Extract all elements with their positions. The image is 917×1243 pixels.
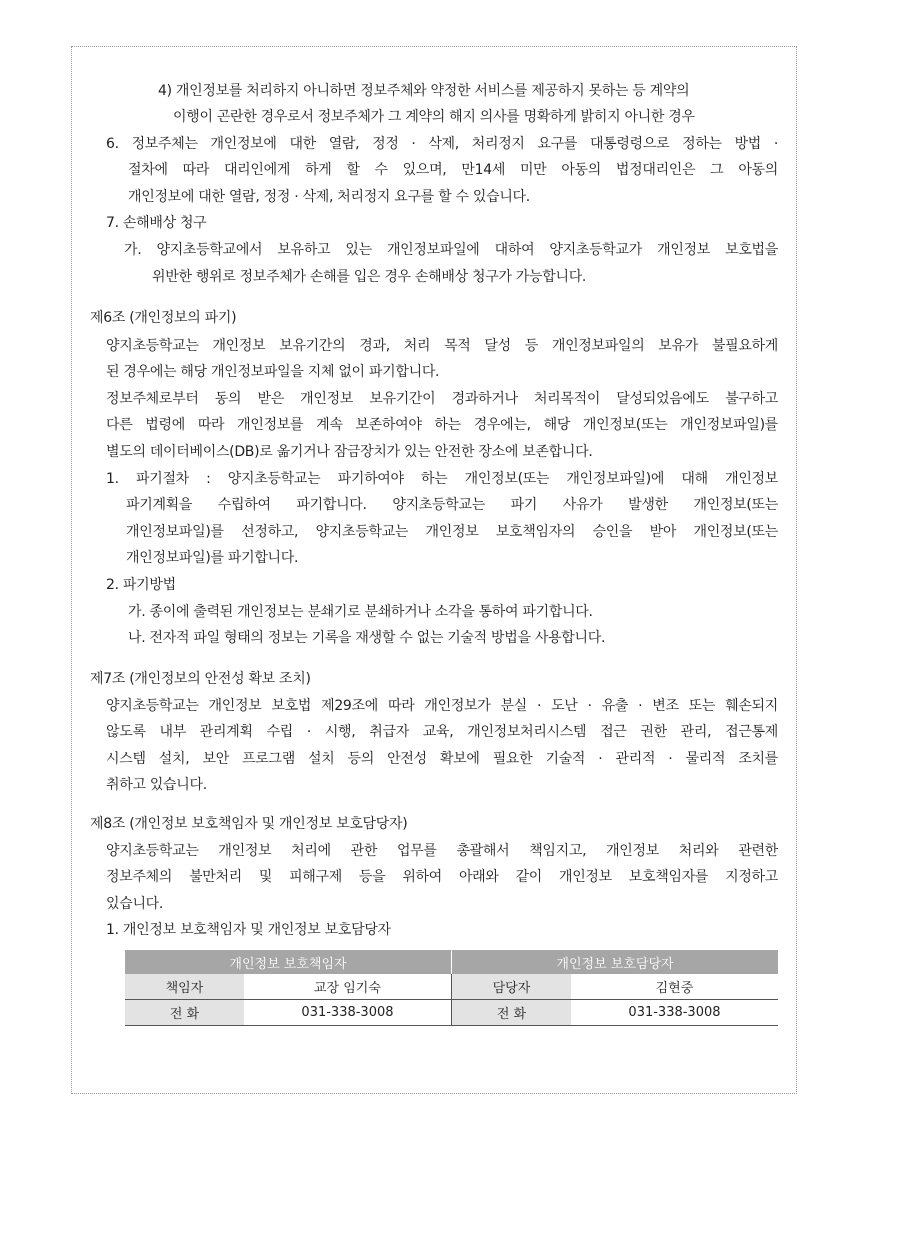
- paragraph: 양지초등학교는 개인정보 처리에 관한 업무를 총괄해서 책임지고, 개인정보 처리와 관련한: [106, 843, 778, 859]
- paragraph: 별도의 데이터베이스(DB)로 옮기거나 잠금장치가 있는 안전한 장소에 보존합니다.: [106, 444, 593, 460]
- table-cell-label: 책임자: [125, 974, 244, 1000]
- section-heading: 제8조 (개인정보 보호책임자 및 개인정보 보호담당자): [90, 816, 408, 832]
- list-item-continuation: 절차에 따라 대리인에게 하게 할 수 있으며, 만14세 미만 아동의 법정대리인은 그 아동의: [128, 162, 778, 178]
- paragraph: 취하고 있습니다.: [106, 777, 207, 793]
- paragraph: 정보주체로부터 동의 받은 개인정보 보유기간이 경과하거나 처리목적이 달성되었음에도 불구하고: [106, 391, 778, 407]
- list-item-continuation: 파기계획을 수립하여 파기합니다. 양지초등학교는 파기 사유가 발생한 개인정보(또는: [126, 497, 778, 513]
- paragraph: 정보주체의 불만처리 및 피해구제 등을 위하여 아래와 같이 개인정보 보호책임자를 지정하고: [106, 869, 778, 885]
- table-header-row: [125, 950, 778, 974]
- paragraph: 양지초등학교는 개인정보 보호법 제29조에 따라 개인정보가 분실 · 도난 · 유출 · 변조 또는 훼손되지: [106, 698, 778, 714]
- list-item: 2. 파기방법: [106, 577, 176, 593]
- table-cell-label: 담당자: [451, 974, 570, 1000]
- table-cell-value: 031-338-3008: [244, 1000, 452, 1026]
- list-item: 나. 전자적 파일 형태의 정보는 기록을 재생할 수 없는 기술적 방법을 사용합니다.: [128, 630, 606, 646]
- list-item: 4) 개인정보를 처리하지 아니하면 정보주체와 약정한 서비스를 제공하지 못하는 등 계약의: [158, 83, 690, 99]
- table-header-manager: 개인정보 보호담당자: [451, 950, 778, 974]
- section-heading: 제6조 (개인정보의 파기): [90, 310, 237, 326]
- list-item-continuation: 개인정보파일)를 파기합니다.: [126, 550, 299, 566]
- paragraph: 있습니다.: [106, 896, 164, 912]
- list-item-continuation: 위반한 행위로 정보주체가 손해를 입은 경우 손해배상 청구가 가능합니다.: [152, 269, 587, 285]
- table-cell-label: 전 화: [451, 1000, 570, 1026]
- paragraph: 된 경우에는 해당 개인정보파일을 지체 없이 파기합니다.: [106, 364, 440, 380]
- table-row: [125, 974, 778, 1000]
- list-item-continuation: 이행이 곤란한 경우로서 정보주체가 그 계약의 해지 의사를 명확하게 밝히지 아니한 경우: [173, 109, 695, 125]
- list-item-continuation: 개인정보파일)를 선정하고, 양지초등학교는 개인정보 보호책임자의 승인을 받아 개인정보(또는: [126, 524, 778, 540]
- table-cell-value: 김현중: [571, 974, 778, 1000]
- list-item: 가. 종이에 출력된 개인정보는 분쇄기로 분쇄하거나 소각을 통하여 파기합니다.: [128, 604, 593, 620]
- paragraph: 양지초등학교는 개인정보 보유기간의 경과, 처리 목적 달성 등 개인정보파일의 보유가 불필요하게: [106, 338, 778, 354]
- table-cell-label: 전 화: [125, 1000, 244, 1026]
- list-item: 가. 양지초등학교에서 보유하고 있는 개인정보파일에 대하여 양지초등학교가 개인정보 보호법을: [124, 242, 778, 258]
- privacy-officer-table: [125, 950, 778, 1026]
- list-item: 7. 손해배상 청구: [106, 215, 207, 231]
- section-heading: 제7조 (개인정보의 안전성 확보 조치): [90, 671, 311, 687]
- paragraph: 않도록 내부 관리계획 수립 · 시행, 취급자 교육, 개인정보처리시스템 접근 권한 관리, 접근통제: [106, 724, 778, 740]
- table-header-officer: 개인정보 보호책임자: [125, 950, 451, 974]
- list-item: 6. 정보주체는 개인정보에 대한 열람, 정정 · 삭제, 처리정지 요구를 대통령령으로 정하는 방법 ·: [106, 136, 778, 152]
- table-row: [125, 1000, 778, 1026]
- list-item-continuation: 개인정보에 대한 열람, 정정 · 삭제, 처리정지 요구를 할 수 있습니다.: [128, 189, 530, 205]
- table-cell-value: 교장 임기숙: [244, 974, 452, 1000]
- list-item: 1. 파기절차 : 양지초등학교는 파기하여야 하는 개인정보(또는 개인정보파일)에 대해 개인정보: [106, 471, 778, 487]
- list-item: 1. 개인정보 보호책임자 및 개인정보 보호담당자: [106, 922, 391, 938]
- paragraph: 다른 법령에 따라 개인정보를 계속 보존하여야 하는 경우에는, 해당 개인정보(또는 개인정보파일)를: [106, 417, 778, 433]
- paragraph: 시스템 설치, 보안 프로그램 설치 등의 안전성 확보에 필요한 기술적 · 관리적 · 물리적 조치를: [106, 751, 778, 767]
- table-cell-value: 031-338-3008: [571, 1000, 778, 1026]
